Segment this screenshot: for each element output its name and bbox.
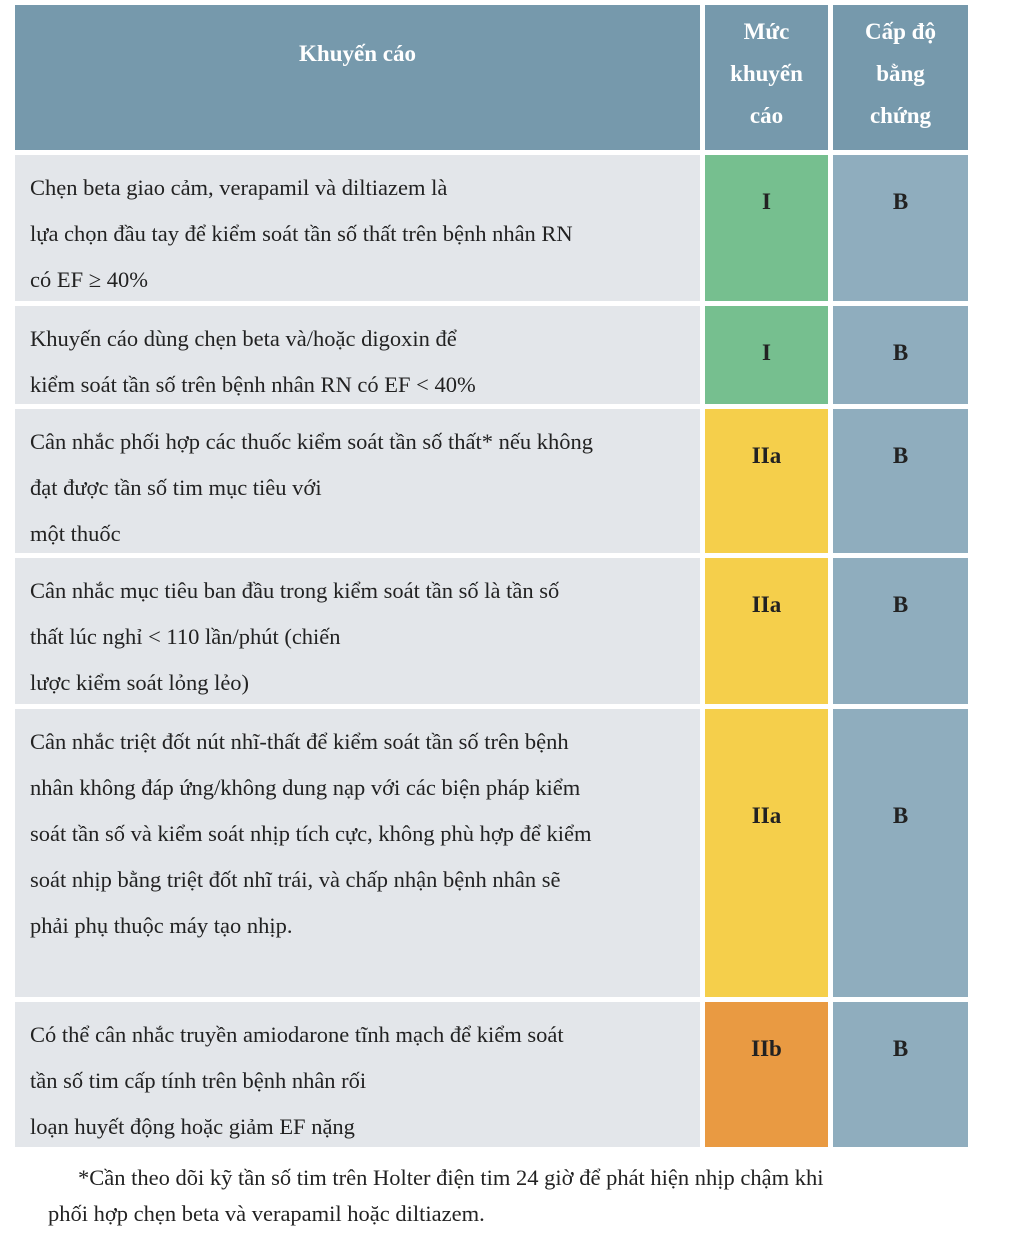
- recommendation-text: Chẹn beta giao cảm, verapamil và diltiazem là lựa chọn đầu tay để kiểm soát tần số thất trên bệnh nhân RN có EF ≥ 40%: [15, 155, 700, 301]
- evidence-badge: B: [833, 709, 968, 997]
- footnote-line-2: phối hợp chẹn beta và verapamil hoặc diltiazem.: [48, 1201, 485, 1226]
- level-badge: I: [705, 155, 828, 301]
- level-badge: IIa: [705, 709, 828, 997]
- recommendation-text: Cân nhắc phối hợp các thuốc kiểm soát tần số thất* nếu không đạt được tần số tim mục tiêu với một thuốc: [15, 409, 700, 553]
- table-row: [15, 155, 968, 306]
- footnote-line-1: *Cần theo dõi kỹ tần số tim trên Holter điện tim 24 giờ để phát hiện nhịp chậm khi: [78, 1165, 824, 1190]
- table-row: [15, 306, 968, 409]
- header-evidence: Cấp độ bằng chứng: [833, 5, 968, 150]
- table-row: [15, 409, 968, 558]
- recommendation-text: Có thể cân nhắc truyền amiodarone tĩnh mạch để kiểm soát tần số tim cấp tính trên bệnh nhân rối loạn huyết động hoặc giảm EF nặng: [15, 1002, 700, 1147]
- recommendation-text: Cân nhắc mục tiêu ban đầu trong kiểm soát tần số là tần số thất lúc nghỉ < 110 lần/phút (chiến lược kiểm soát lỏng lẻo): [15, 558, 700, 704]
- level-badge: IIa: [705, 558, 828, 704]
- table-header: [15, 5, 968, 155]
- evidence-badge: B: [833, 409, 968, 553]
- table-row: [15, 709, 968, 1002]
- recommendation-text: Khuyến cáo dùng chẹn beta và/hoặc digoxin để kiểm soát tần số trên bệnh nhân RN có EF < 40%: [15, 306, 700, 404]
- recommendation-table: [15, 5, 968, 1147]
- recommendation-text: Cân nhắc triệt đốt nút nhĩ-thất để kiểm soát tần số trên bệnh nhân không đáp ứng/không dung nạp với các biện pháp kiểm soát tần số và kiểm soát nhịp tích cực, không phù hợp để kiểm soát nhịp bằng triệt đốt nhĩ trái, và chấp nhận bệnh nhân sẽ phải phụ thuộc máy tạo nhịp.: [15, 709, 700, 997]
- level-badge: IIa: [705, 409, 828, 553]
- evidence-badge: B: [833, 306, 968, 404]
- footnote: [48, 1160, 978, 1232]
- level-badge: I: [705, 306, 828, 404]
- evidence-badge: B: [833, 558, 968, 704]
- level-badge: IIb: [705, 1002, 828, 1147]
- header-recommendation: Khuyến cáo: [15, 5, 700, 150]
- header-level: Mức khuyến cáo: [705, 5, 828, 150]
- evidence-badge: B: [833, 1002, 968, 1147]
- table-row: [15, 1002, 968, 1147]
- evidence-badge: B: [833, 155, 968, 301]
- table-row: [15, 558, 968, 709]
